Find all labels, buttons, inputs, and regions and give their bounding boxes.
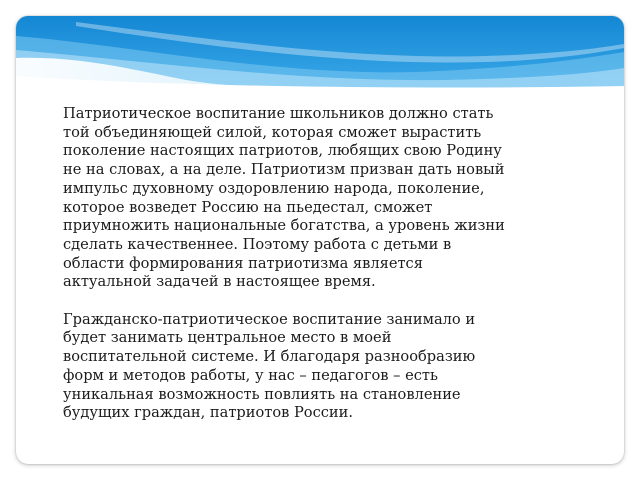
wave-banner	[16, 16, 624, 88]
document-body	[63, 105, 563, 423]
paragraph-2: Гражданско-патриотическое воспитание занимало и будет занимать центральное место в моей воспитательной системе. И благодаря разнообразию форм и методов работы, у нас – педагогов – есть уникальная возможность повлиять на становление будущих граждан, патриотов России.	[63, 310, 476, 422]
slide	[16, 16, 624, 464]
paragraph-1: Патриотическое воспитание школьников должно стать той объединяющей силой, которая сможет вырастить поколение настоящих патриотов, любящих свою Родину не на словах, а на деле. Патриотизм призван дать новый импульс духовному оздоровлению народа, поколение, которое возведет Россию на пьедестал, сможет приумножить национальные богатства, а уровень жизни сделать качественнее. Поэтому работа с детьми в области формирования патриотизма является актуальной задачей в настоящее время.	[63, 105, 505, 291]
